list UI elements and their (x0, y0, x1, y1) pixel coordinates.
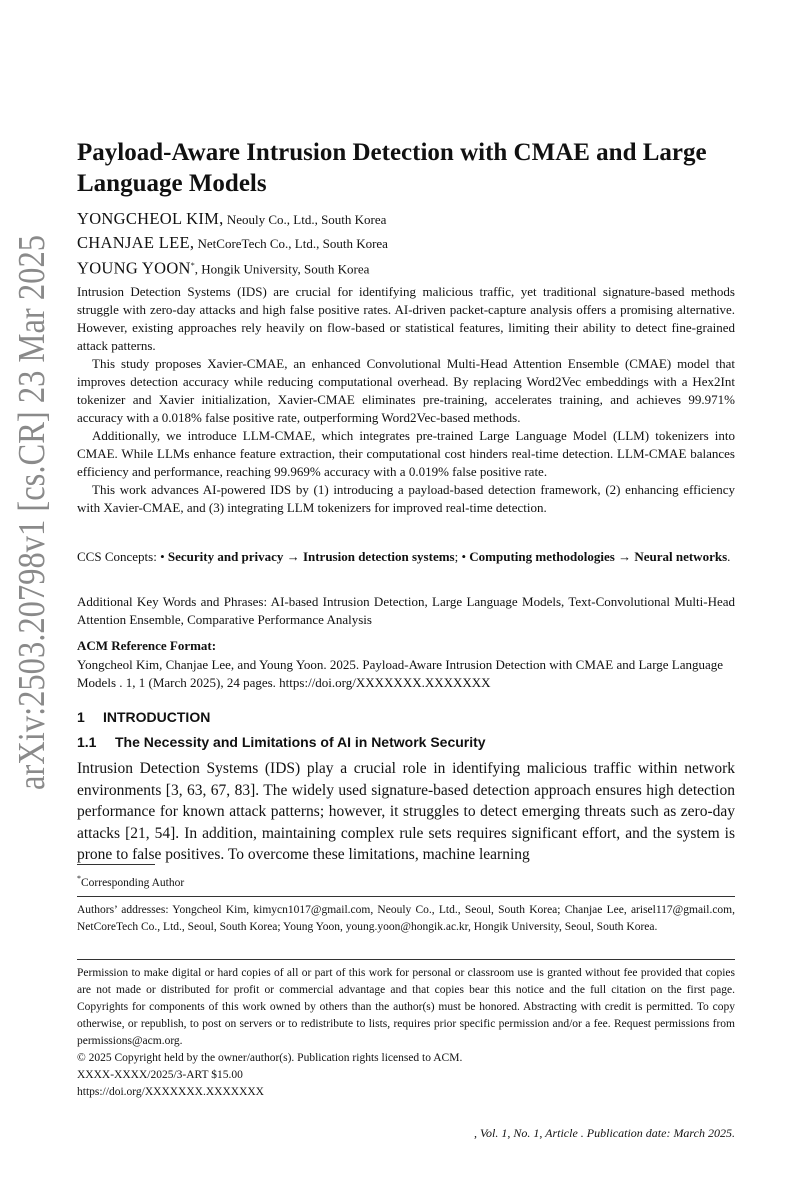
acm-reference-text: Yongcheol Kim, Chanjae Lee, and Young Yoon. 2025. Payload-Aware Intrusion Detection with CMAE and Large Language Models . 1, 1 (March 2025), 24 pages. https://doi.org/XXXXXXX.XXXXXXX (77, 657, 724, 690)
author-entry (77, 255, 388, 281)
divider (77, 896, 735, 897)
keywords: Additional Key Words and Phrases: AI-based Intrusion Detection, Large Language Models, Text-Convolutional Multi-Head Attention Ensemble, Comparative Performance Analysis (77, 594, 735, 627)
author-entry (77, 208, 388, 232)
footnote-text: Corresponding Author (81, 876, 185, 889)
footnote-mark: * (77, 874, 81, 883)
subsection-title: The Necessity and Limitations of AI in Network Security (115, 734, 486, 750)
section-number: 1 (77, 709, 85, 725)
doi-line: https://doi.org/XXXXXXX.XXXXXXX (77, 1086, 264, 1098)
abstract (77, 283, 735, 517)
ccs-concepts (77, 548, 735, 566)
ccs-arrow: → (614, 549, 635, 564)
ccs-concept: Security and privacy (167, 549, 284, 564)
footnote (77, 871, 184, 891)
acm-reference-heading: ACM Reference Format: (77, 638, 217, 653)
arxiv-stamp-text: arXiv:2503.20798v1 [cs.CR] 23 Mar 2025 (11, 230, 53, 790)
author-name: YONGCHEOL KIM, (77, 209, 224, 228)
subsection-number: 1.1 (77, 734, 97, 750)
section-heading (77, 709, 210, 725)
intro-paragraph: Intrusion Detection Systems (IDS) play a crucial role in identifying malicious traffic within network environments [3, 63, 67, 83]. The widely used signature-based detection approach ensures high detection performance for known attack patterns; however, it struggles to detect emerging threats such as zero-day attacks [21, 54]. In addition, maintaining complex rule sets requires significant effort, and the system is prone to false positives. To overcome these limitations, machine learning (77, 760, 735, 863)
author-addresses: Authors’ addresses: Yongcheol Kim, kimycn1017@gmail.com, Neouly Co., Ltd., Seoul, South Korea; Chanjae Lee, arisel117@gmail.com, NetCoreTech Co., Ltd., Seoul, South Korea; Young Yoon, young.yoon@hongik.ac.kr, Hongik University, Seoul, South Korea. (77, 904, 735, 933)
permission-text: Permission to make digital or hard copies of all or part of this work for personal or classroom use is granted without fee provided that copies are not made or distributed for profit or commercial advantage and that copies bear this notice and the full citation on the first page. Copyrights for components of this work owned by others than the author(s) must be honored. Abstracting with credit is permitted. To copy otherwise, or republish, to post on servers or to redistribute to lists, requires prior specific permission and/or a fee. Request permissions from permissions@acm.org. (77, 967, 735, 1047)
issn-line: XXXX-XXXX/2025/3-ART $15.00 (77, 1069, 243, 1081)
divider (77, 959, 735, 960)
arxiv-stamp (2, 230, 54, 790)
abstract-paragraph: This study proposes Xavier-CMAE, an enhanced Convolutional Multi-Head Attention Ensemble (CMAE) model that improves detection accuracy while reducing computational overhead. By replacing Word2Vec embeddings with a Hex2Int tokenizer and Xavier initialization, Xavier-CMAE eliminates pre-training, accelerates training, and achieves 99.971% accuracy with a 0.018% false positive rate, outperforming Word2Vec-based methods. (77, 356, 735, 425)
author-affiliation: Neouly Co., Ltd., South Korea (223, 212, 387, 227)
author-affiliation: , Hongik University, South Korea (194, 261, 370, 277)
ccs-concept: Computing methodologies (469, 549, 615, 564)
abstract-paragraph: Intrusion Detection Systems (IDS) are crucial for identifying malicious traffic, yet traditional signature-based methods struggle with zero-day attacks and high false positive rates. AI-driven packet-capture analysis offers a promising alternative. However, existing approaches rely heavily on flow-based or statistical features, limiting their ability to detect fine-grained attack patterns. (77, 284, 735, 353)
publication-footer: , Vol. 1, No. 1, Article . Publication date: March 2025. (474, 1126, 735, 1140)
paper-title: Payload-Aware Intrusion Detection with CMAE and Large Language Models (77, 139, 707, 197)
author-list (77, 208, 388, 281)
ccs-end: . (727, 549, 731, 564)
ccs-separator: ; • (454, 549, 470, 564)
abstract-paragraph: Additionally, we introduce LLM-CMAE, which integrates pre-trained Large Language Model (LLM) tokenizers into CMAE. While LLMs enhance feature extraction, their computational cost hinders real-time detection. LLM-CMAE balances efficiency and performance, reaching 99.969% accuracy with a 0.019% false positive rate. (77, 428, 735, 479)
author-name: YOUNG YOON (77, 258, 191, 278)
corresponding-mark: * (190, 261, 195, 270)
permission-block (77, 965, 735, 1101)
ccs-concept: Intrusion detection systems (302, 549, 455, 564)
author-affiliation: NetCoreTech Co., Ltd., South Korea (194, 235, 388, 251)
subsection-heading (77, 734, 486, 750)
ccs-arrow: → (283, 549, 303, 564)
copyright-line: © 2025 Copyright held by the owner/author(s). Publication rights licensed to ACM. (77, 1052, 463, 1064)
ccs-concept: Neural networks (634, 549, 728, 564)
section-title: INTRODUCTION (103, 709, 211, 725)
abstract-paragraph: This work advances AI-powered IDS by (1) introducing a payload-based detection framework, (2) enhancing efficiency with Xavier-CMAE, and (3) integrating LLM tokenizers for improved real-time detection. (77, 482, 735, 515)
footnote-rule (77, 864, 155, 865)
ccs-prefix: CCS Concepts: • (77, 549, 168, 564)
author-name: CHANJAE LEE, (77, 232, 195, 252)
author-entry (77, 232, 388, 256)
